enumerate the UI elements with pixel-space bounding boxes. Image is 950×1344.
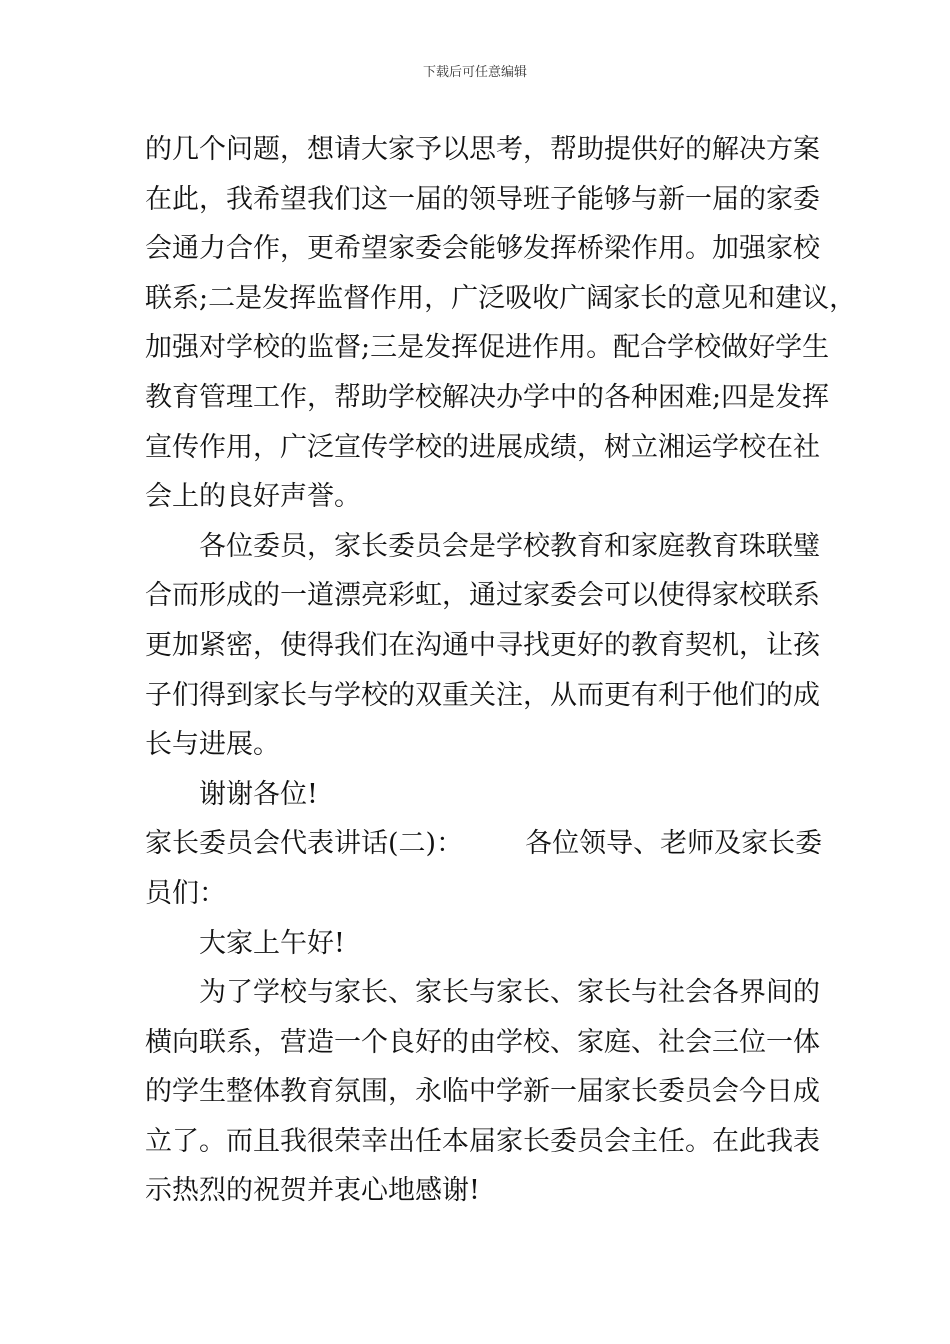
text-line: 教育管理工作，帮助学校解决办学中的各种困难;四是发挥 xyxy=(145,381,830,413)
text-line: 子们得到家长与学校的双重关注，从而更有利于他们的成 xyxy=(145,679,820,711)
speech-greeting: 各位领导、老师及家长委 xyxy=(525,828,823,860)
page-header-note: 下载后可任意编辑 xyxy=(422,65,527,80)
text-line: 在此，我希望我们这一届的领导班子能够与新一届的家委 xyxy=(145,183,820,215)
paragraph-thanks xyxy=(145,770,825,820)
text-line: 合而形成的一道漂亮彩虹，通过家委会可以使得家校联系 xyxy=(145,580,820,612)
text-line: 长与进展。 xyxy=(145,729,280,761)
text-line: 更加紧密，使得我们在沟通中寻找更好的教育契机，让孩 xyxy=(145,629,820,661)
text-line: 各位委员，家长委员会是学校教育和家庭教育珠联璧 xyxy=(199,530,820,562)
text-line: 宣传作用，广泛宣传学校的进展成绩，树立湘运学校在社 xyxy=(145,431,820,463)
paragraph-committee-founding xyxy=(145,968,825,1216)
paragraph-continuation xyxy=(145,125,857,522)
speech-title: 家长委员会代表讲话(二)： xyxy=(145,828,464,860)
text-line: 为了学校与家长、家长与家长、家长与社会各界间的 xyxy=(199,977,820,1009)
text-line: 横向联系，营造一个良好的由学校、家庭、社会三位一体 xyxy=(145,1026,820,1058)
text-line: 联系;二是发挥监督作用，广泛吸收广阔家长的意见和建议， xyxy=(145,282,857,314)
text-line: 会上的良好声誉。 xyxy=(145,481,361,513)
text-line: 立了。而且我很荣幸出任本届家长委员会主任。在此我表 xyxy=(145,1125,820,1157)
text-line: 会通力合作，更希望家委会能够发挥桥梁作用。加强家校 xyxy=(145,233,820,265)
text-line: 谢谢各位! xyxy=(199,778,318,810)
text-line: 的学生整体教育氛围，永临中学新一届家长委员会今日成 xyxy=(145,1076,820,1108)
text-line: 示热烈的祝贺并衷心地感谢! xyxy=(145,1175,480,1207)
speech-title-line xyxy=(145,819,825,869)
paragraph-good-morning xyxy=(145,919,825,969)
text-line: 员们： xyxy=(145,877,226,909)
speech-two-heading xyxy=(145,819,825,918)
paragraph-committee-rainbow xyxy=(145,522,825,770)
text-line: 的几个问题，想请大家予以思考，帮助提供好的解决方案 xyxy=(145,134,820,165)
text-line: 加强对学校的监督;三是发挥促进作用。配合学校做好学生 xyxy=(145,332,830,364)
text-line: 大家上午好! xyxy=(199,927,345,959)
document-body xyxy=(145,125,857,1216)
